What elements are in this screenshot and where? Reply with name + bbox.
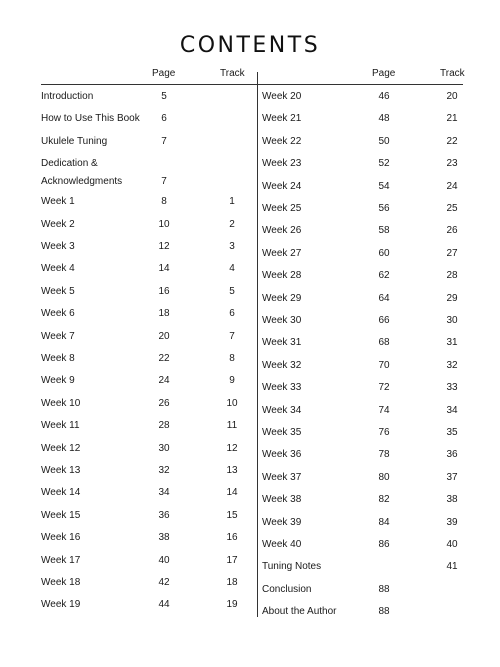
page-number: 76	[378, 427, 390, 438]
page-number: 64	[378, 292, 390, 304]
toc-entry-label: Week 21	[262, 113, 302, 125]
toc-entry-label: Week 19	[41, 599, 81, 611]
toc-entry-label: Week 22	[262, 135, 302, 147]
track-number: 1	[229, 196, 235, 208]
track-number: 38	[446, 494, 458, 506]
page-number: 82	[378, 494, 390, 506]
track-number: 32	[446, 359, 458, 371]
track-number: 34	[446, 404, 458, 416]
page-number: 28	[158, 420, 170, 432]
track-number: 27	[446, 247, 458, 259]
page-number: 72	[378, 382, 390, 394]
track-number: 25	[446, 203, 458, 214]
toc-entry-label: Week 5	[41, 285, 75, 297]
track-number: 41	[446, 561, 458, 573]
track-number: 33	[446, 382, 458, 394]
track-number: 11	[226, 420, 238, 432]
page-number: 54	[378, 180, 390, 192]
page-number: 44	[158, 599, 170, 611]
right-page-header: Page	[372, 68, 396, 79]
track-number: 35	[446, 427, 458, 438]
toc-entry-label: Week 13	[41, 465, 81, 476]
track-number: 28	[446, 270, 458, 282]
toc-entry-label: Week 35	[262, 427, 302, 438]
page-number: 18	[158, 308, 170, 320]
track-number: 5	[229, 285, 235, 297]
track-number: 19	[226, 599, 238, 611]
page-number: 66	[378, 315, 390, 326]
toc-entry-label: Week 4	[41, 263, 75, 275]
page-number: 30	[158, 442, 170, 454]
track-number: 2	[229, 218, 235, 230]
page-number: 70	[378, 359, 390, 371]
page-number: 50	[378, 135, 390, 147]
toc-entry-label: Conclusion	[262, 583, 312, 595]
page-number: 60	[378, 247, 390, 259]
toc-entry-label: Week 32	[262, 359, 302, 371]
toc-entry-label: About the Author	[262, 606, 337, 618]
track-number: 12	[226, 442, 238, 454]
header-rule	[41, 84, 463, 85]
track-number: 21	[446, 113, 458, 125]
right-track-header: Track	[440, 68, 465, 79]
track-number: 24	[446, 180, 458, 192]
toc-entry-label: Week 20	[262, 91, 302, 102]
track-number: 29	[446, 292, 458, 304]
page-number: 52	[378, 158, 390, 170]
page-number: 56	[378, 203, 390, 214]
toc-entry-label: Week 25	[262, 203, 302, 214]
toc-entry-label: Week 36	[262, 449, 302, 461]
track-number: 30	[446, 315, 458, 326]
page-number: 78	[378, 449, 390, 461]
page-number: 7	[161, 176, 167, 188]
page-number: 74	[378, 404, 390, 416]
track-number: 23	[446, 158, 458, 170]
toc-entry-label: Week 27	[262, 247, 302, 259]
toc-entry-label: Week 38	[262, 494, 302, 506]
toc-entry-label: Week 8	[41, 353, 75, 364]
track-number: 40	[446, 539, 458, 550]
page-number: 84	[378, 516, 390, 528]
track-number: 31	[446, 337, 458, 349]
track-number: 14	[226, 487, 238, 499]
toc-entry-label: Tuning Notes	[262, 561, 322, 573]
page-title: contents	[179, 22, 321, 60]
toc-entry-label: Week 30	[262, 315, 302, 326]
page-number: 12	[158, 241, 170, 252]
page-number: 34	[158, 487, 170, 499]
page-number: 80	[378, 471, 390, 483]
track-number: 17	[226, 554, 238, 566]
toc-entry-label: Week 26	[262, 225, 302, 237]
toc-entry-label: Week 3	[41, 241, 75, 252]
toc-entry-label: Week 1	[41, 196, 75, 208]
toc-entry-label: Week 18	[41, 577, 81, 588]
toc-entry-label: Week 23	[262, 158, 302, 170]
page-number: 48	[378, 113, 390, 125]
track-number: 4	[229, 263, 235, 275]
toc-entry-label: How to Use This Book	[41, 113, 140, 125]
page-number: 88	[378, 583, 390, 595]
toc-entry-label: Week 15	[41, 509, 81, 521]
page-number: 6	[161, 113, 167, 125]
track-number: 39	[446, 516, 458, 528]
track-number: 37	[446, 471, 458, 483]
toc-entry-label: Week 10	[41, 397, 81, 409]
page-number: 62	[378, 270, 390, 282]
page-number: 46	[378, 91, 390, 102]
page-number: 24	[158, 375, 170, 387]
toc-entry-label: Week 34	[262, 404, 302, 416]
toc-entry-label: Week 37	[262, 471, 302, 483]
page-number: 16	[158, 285, 170, 297]
page-number: 88	[378, 606, 390, 618]
track-number: 7	[229, 330, 235, 342]
toc-entry-label: Week 14	[41, 487, 81, 499]
toc-entry-label: Week 40	[262, 539, 302, 550]
page-number: 26	[158, 397, 170, 409]
page-number: 8	[161, 196, 167, 208]
toc-entry-label: Week 16	[41, 532, 81, 544]
page-number: 38	[158, 532, 170, 544]
left-page-header: Page	[152, 68, 176, 79]
toc-entry-label: Week 31	[262, 337, 302, 349]
page-number: 14	[158, 263, 170, 275]
toc-entry-label: Week 6	[41, 308, 75, 320]
page-number: 86	[378, 539, 390, 550]
toc-entry-label-continued: Acknowledgments	[41, 176, 123, 188]
track-number: 8	[229, 353, 235, 364]
page-number: 7	[161, 135, 167, 147]
toc-entry-label: Week 9	[41, 375, 75, 387]
page-number: 10	[158, 218, 170, 230]
toc-entry-label: Week 2	[41, 218, 75, 230]
page-number: 68	[378, 337, 390, 349]
toc-entry-label: Introduction	[41, 91, 94, 102]
track-number: 20	[446, 91, 458, 102]
track-number: 16	[226, 532, 238, 544]
page-number: 22	[158, 353, 170, 364]
toc-entry-label: Week 28	[262, 270, 302, 282]
page-number: 36	[158, 509, 170, 521]
track-number: 3	[229, 241, 235, 252]
toc-entry-label: Week 33	[262, 382, 302, 394]
page-number: 32	[158, 465, 170, 476]
toc-entry-label: Ukulele Tuning	[41, 135, 108, 147]
track-number: 22	[446, 135, 458, 147]
toc-entry-label: Week 12	[41, 442, 81, 454]
toc-entry-label: Week 17	[41, 554, 81, 566]
page-number: 40	[158, 554, 170, 566]
toc-entry-label: Week 11	[41, 420, 80, 432]
track-number: 18	[226, 577, 238, 588]
page-number: 58	[378, 225, 390, 237]
track-number: 10	[226, 397, 238, 409]
track-number: 6	[229, 308, 235, 320]
track-number: 13	[226, 465, 238, 476]
page-number: 5	[161, 91, 167, 102]
track-number: 36	[446, 449, 458, 461]
column-divider	[257, 72, 258, 617]
track-number: 26	[446, 225, 458, 237]
toc-entry-label: Week 7	[41, 330, 75, 342]
toc-entry-label: Week 24	[262, 180, 302, 192]
toc-entry-label: Dedication &	[41, 158, 98, 170]
page-number: 20	[158, 330, 170, 342]
left-track-header: Track	[220, 68, 245, 79]
toc-entry-label: Week 29	[262, 292, 302, 304]
page-number: 42	[158, 577, 170, 588]
toc-entry-label: Week 39	[262, 516, 302, 528]
track-number: 9	[229, 375, 235, 387]
track-number: 15	[226, 509, 238, 521]
